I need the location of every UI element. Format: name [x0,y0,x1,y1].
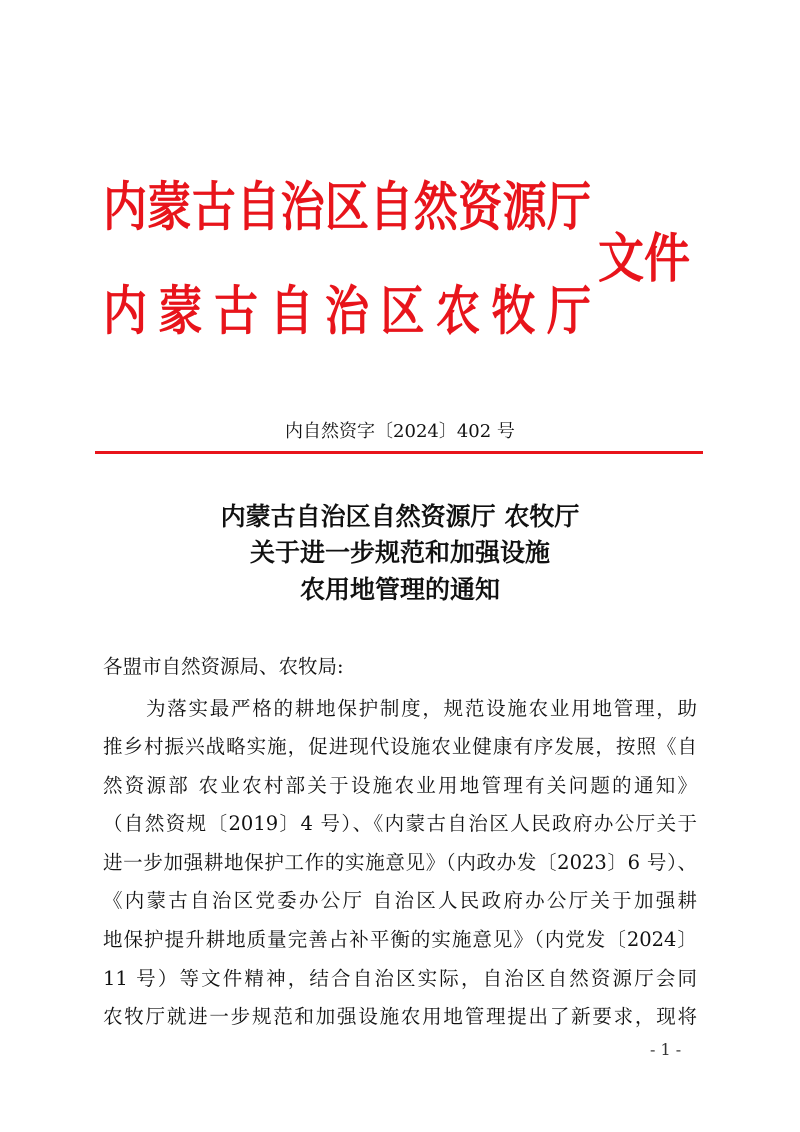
salutation: 各盟市自然资源局、农牧局: [103,655,344,678]
body-line: 地保护提升耕地质量完善占补平衡的实施意见》（内党发〔2024〕 [103,928,697,951]
body-line: 11 号）等文件精神，结合自治区实际，自治区自然资源厅会同 [103,967,697,990]
body-line: 然资源部 农业农村部关于设施农业用地管理有关问题的通知》 [103,774,697,797]
body-line: 推乡村振兴战略实施，促进现代设施农业健康有序发展，按照《自 [103,735,697,758]
page-number: - 1 - [650,1040,682,1059]
title-line-3: 农用地管理的通知 [299,575,500,604]
body-line: 《内蒙古自治区党委办公厅 自治区人民政府办公厅关于加强耕 [103,889,697,912]
body-line: 为落实最严格的耕地保护制度，规范设施农业用地管理，助 [146,697,697,720]
issuer-line-1: 内蒙古自治区自然资源厅 [103,176,591,238]
document-number: 内自然资字〔2024〕402 号 [285,421,515,442]
body-line: （自然资规〔2019〕4 号）、《内蒙古自治区人民政府办公厅关于 [103,812,697,835]
document-type-label: 文件 [598,226,690,290]
red-divider [95,451,703,454]
title-line-2: 关于进一步规范和加强设施 [249,538,550,567]
body-line: 农牧厅就进一步规范和加强设施农用地管理提出了新要求，现将 [103,1005,697,1028]
title-line-1: 内蒙古自治区自然资源厅 农牧厅 [220,502,580,531]
issuer-line-2: 内蒙古自治区农牧厅 [103,280,591,342]
body-line: 进一步加强耕地保护工作的实施意见》（内政办发〔2023〕6 号）、 [103,851,697,874]
